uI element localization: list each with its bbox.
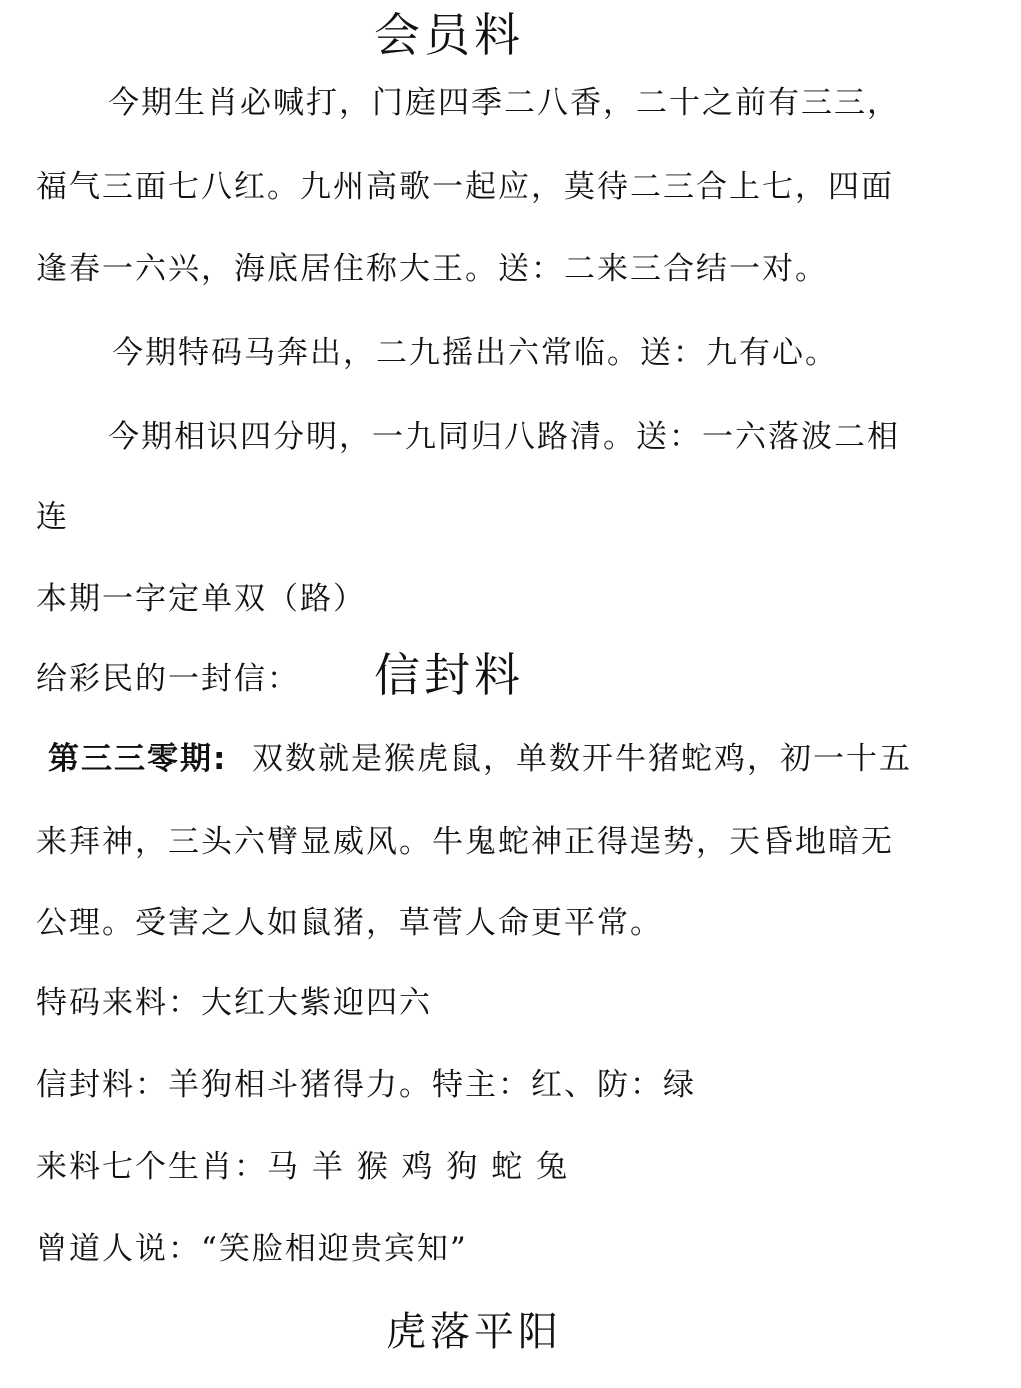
letter-title: 信封料: [374, 648, 524, 702]
footer-title: 虎落平阳: [386, 1309, 562, 1355]
quote-line: 曾道人说：“笑脸相迎贵宾知”: [36, 1231, 468, 1267]
single-double-line: 本期一字定单双（路）: [36, 581, 366, 617]
issue-paragraph-line-1: 双数就是猴虎鼠，单数开牛猪蛇鸡，初一十五: [252, 741, 912, 777]
issue-label: 第三三零期:: [48, 741, 228, 777]
member-line-4: 今期特码马奔出，二九摇出六常临。送：九有心。: [112, 335, 838, 371]
seven-zodiacs-line: 来料七个生肖：马 羊 猴 鸡 狗 蛇 兔: [36, 1149, 570, 1185]
scan-mark: [34, 343, 54, 359]
envelope-material-line: 信封料：羊狗相斗猪得力。特主：红、防：绿: [36, 1067, 696, 1103]
member-line-1: 今期生肖必喊打，门庭四季二八香，二十之前有三三，: [108, 85, 900, 121]
member-line-6: 连: [36, 499, 69, 535]
member-line-3: 逢春一六兴，海底居住称大王。送：二来三合结一对。: [36, 251, 828, 287]
page-title: 会员料: [374, 8, 524, 62]
member-line-5: 今期相识四分明，一九同归八路清。送：一六落波二相: [108, 419, 900, 455]
issue-paragraph-line-2: 来拜神，三头六臂显威风。牛鬼蛇神正得逞势，天昏地暗无: [36, 824, 894, 860]
member-line-2: 福气三面七八红。九州高歌一起应，莫待二三合上七，四面: [36, 169, 894, 205]
special-code-line: 特码来料：大红大紫迎四六: [36, 985, 432, 1021]
letter-label: 给彩民的一封信：: [36, 661, 300, 697]
issue-paragraph-line-3: 公理。受害之人如鼠猪，草菅人命更平常。: [36, 905, 663, 941]
